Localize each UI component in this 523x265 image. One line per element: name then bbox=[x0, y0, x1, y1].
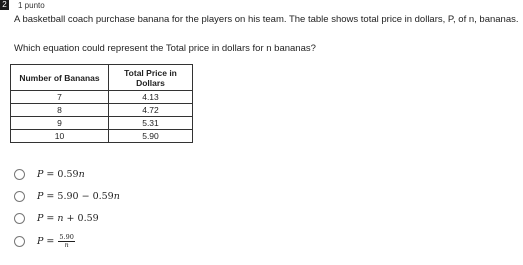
table-row bbox=[11, 104, 193, 117]
table-header-row bbox=[11, 65, 193, 91]
fraction: $\frac{5.90}{n}$ bbox=[59, 232, 74, 249]
radio-button[interactable] bbox=[14, 236, 25, 247]
question-prompt: Which equation could represent the Total price in dollars for n bananas? bbox=[14, 43, 316, 54]
option-equation: P = 0.59n bbox=[37, 168, 85, 180]
answer-option-2[interactable] bbox=[14, 187, 120, 205]
table-cell-price: 4.72 bbox=[109, 104, 193, 117]
answer-option-1[interactable] bbox=[14, 165, 85, 183]
table-cell-bananas: 10 bbox=[11, 130, 109, 143]
table-cell-bananas: 9 bbox=[11, 117, 109, 130]
question-number: 2 bbox=[0, 0, 9, 10]
header-number-of-bananas: Number of Bananas bbox=[11, 65, 109, 91]
radio-button[interactable] bbox=[14, 213, 25, 224]
radio-button[interactable] bbox=[14, 169, 25, 180]
radio-button[interactable] bbox=[14, 191, 25, 202]
header-total-price: Total Price in Dollars bbox=[109, 65, 193, 91]
bananas-price-table bbox=[10, 64, 193, 143]
table-cell-bananas: 8 bbox=[11, 104, 109, 117]
answer-option-3[interactable] bbox=[14, 209, 99, 227]
table-cell-price: 5.90 bbox=[109, 130, 193, 143]
answer-option-4[interactable] bbox=[14, 232, 75, 250]
table-cell-price: 5.31 bbox=[109, 117, 193, 130]
option-equation: P = $\frac{5.90}{n}$ bbox=[37, 232, 74, 249]
table-row bbox=[11, 91, 193, 104]
question-points: 1 punto bbox=[18, 1, 45, 10]
table-row bbox=[11, 130, 193, 143]
option-equation: P = 5.90 − 0.59n bbox=[37, 190, 120, 202]
question-text: A basketball coach purchase banana for the players on his team. The table shows total price in dollars, P, of n, bananas. bbox=[14, 14, 519, 25]
table-cell-bananas: 7 bbox=[11, 91, 109, 104]
table-cell-price: 4.13 bbox=[109, 91, 193, 104]
option-equation: P = n + 0.59 bbox=[37, 212, 99, 224]
table-row bbox=[11, 117, 193, 130]
